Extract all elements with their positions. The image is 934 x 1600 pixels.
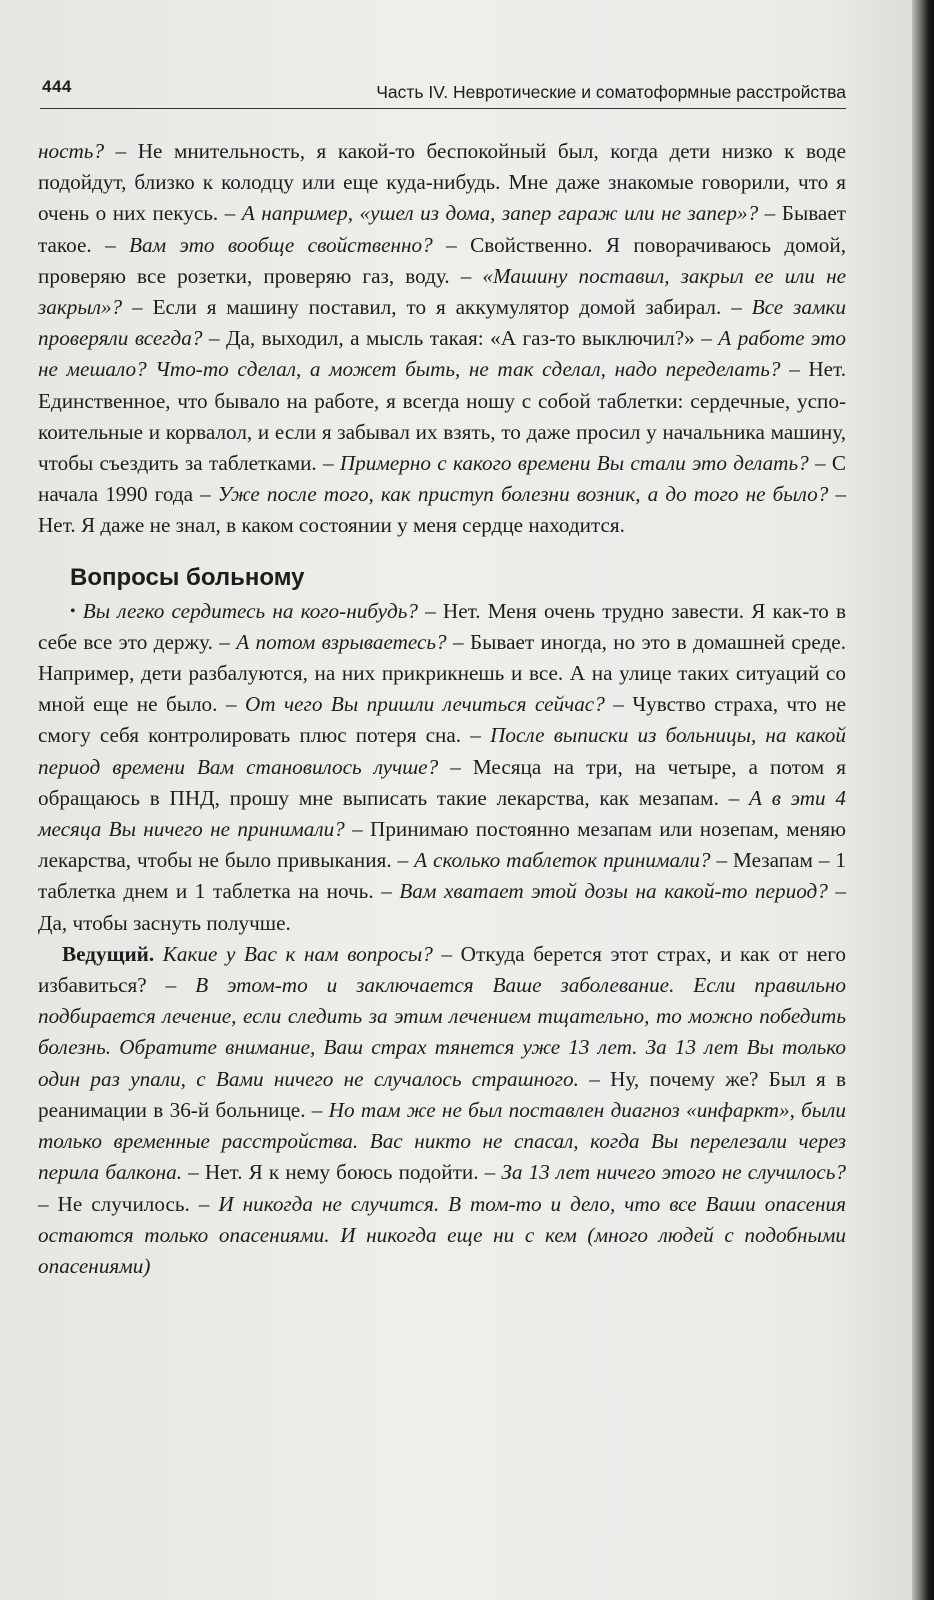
answer-run: Если я машину поставил, то я аккумулятор домой забирал. –: [142, 295, 752, 320]
italic-question-run: Уже после того, как приступ болезни возник, а до того не было? –: [217, 482, 846, 507]
answer-run: С начала 1990 года –: [38, 451, 846, 507]
answer-run: Откуда берется этот страх, и как от него избавиться? –: [38, 941, 846, 998]
italic-question-run: А сколько таблеток принимали? –: [414, 848, 728, 873]
answer-run: Мезапам – 1 таблетка днем и 1 таблетка на ночь. –: [38, 848, 846, 904]
bullet-paragraph-text: [38, 599, 846, 935]
italic-question-run: Все замки проверяли всегда? –: [38, 295, 846, 351]
answer-run: Принимаю постоянно мезапам или нозепам, меняю лекарства, чтобы не было привыкания. –: [38, 817, 846, 873]
italic-question-run: От чего Вы пришли лечиться сейчас? –: [244, 692, 624, 717]
answer-run: Бывает иногда, но это в домашней среде. Например, дети разбалуются, на них прикрикнешь и все. А на улице таких ситуаций со мной еще не было. –: [38, 629, 846, 717]
italic-question-run: Какие у Вас к нам вопросы? –: [154, 941, 453, 966]
running-title: Часть IV. Невротические и соматоформные расстройства: [376, 82, 846, 102]
italic-question-run: А потом взрываетесь? –: [236, 629, 464, 654]
answer-run: Чувство страха, что не смогу себя контролировать плюс потеря сна. –: [38, 692, 846, 748]
speaker-label: Ведущий.: [62, 941, 155, 966]
answer-run: Не случилось. –: [48, 1191, 219, 1216]
italic-question-run: ность? –: [38, 139, 127, 163]
italic-question-run: После выписки из больницы, на какой период времени Вам становилось лучше? –: [38, 723, 846, 779]
bullet-marker: •: [70, 602, 76, 620]
book-binding-edge: [912, 0, 934, 1600]
italic-question-run: Вам это вообще свойственно? –: [129, 232, 457, 257]
answer-run: Да, выходил, а мысль такая: «А газ-то выключил?» –: [219, 326, 719, 351]
italic-question-run: В этом-то и заключается Ваше заболевание. Если правильно подбирается лечение, если следить за этим лечением тщательно, то можно победить болезнь. Обратите внимание, Ваш страх тянется уже 13 лет. За 13 лет Вы только один раз упали, с Вами ничего не случалось страшного. –: [38, 973, 846, 1091]
answer-run: Свойственно. Я поворачиваюсь домой, проверяю все розетки, проверяю газ, воду. –: [38, 232, 846, 288]
section-heading: Вопросы больному: [70, 563, 305, 591]
italic-question-run: А в эти 4 месяца Вы ничего не принимали? –: [38, 785, 846, 842]
italic-question-run: А например, «ушел из дома, запер гараж или не запер»? –: [241, 201, 776, 226]
italic-question-run: Но там же не был поставлен диагноз «инфаркт», были только временные расстройства. Вас никто не спасал, когда Вы перелезали через перила балкона. –: [38, 1097, 846, 1185]
italic-question-run: Вам хватает этой дозы на какой-то период? –: [399, 879, 846, 904]
paragraph-host: [38, 939, 846, 1282]
italic-question-run: Вы легко сердитесь на кого-нибудь? –: [82, 598, 436, 623]
answer-run: Не мнительность, я какой-то беспокойный был, когда дети низко к воде подойдут, близко к колодцу или еще куда-нибудь. Мне даже знакомые говорили, что я очень о них пекусь. –: [38, 139, 846, 226]
body-text: [38, 136, 846, 1282]
italic-question-run: И никогда не случится. В том-то и дело, что все Ваши опасения остаются только опасениями. И никогда еще ни с кем (много людей с подобными опасениями): [38, 1191, 846, 1278]
answer-run: Да, чтобы заснуть получше.: [38, 910, 291, 935]
italic-question-run: Примерно с какого времени Вы стали это делать? –: [339, 451, 826, 476]
answer-run: Месяца на три, на четыре, а потом я обращаюсь в ПНД, прошу мне выписать такие лекарства, как мезапам. –: [38, 754, 846, 810]
paragraph-continuation: [38, 136, 846, 542]
answer-run: Нет. Я даже не знал, в каком состоянии у меня сердце находится.: [38, 513, 625, 538]
italic-question-run: «Машину поставил, закрыл ее или не закрыл»? –: [38, 263, 846, 320]
answer-run: Нет. Меня очень трудно завести. Я как-то в себе все это держу. –: [38, 598, 847, 654]
italic-question-run: А работе это не мешало? Что-то сделал, а может быть, не так сделал, надо переделать? –: [38, 326, 847, 382]
page-number: 444: [42, 77, 72, 96]
running-header: [40, 74, 846, 109]
answer-run: Нет. Единственное, что бывало на работе, я всегда ношу с собой таблетки: сердечные, успокоительные и корвалол, и если я забывал их взять, то даже просил у начальника машину, чтобы съездить за таблетками. –: [38, 357, 846, 476]
answer-run: Нет. Я к нему боюсь подойти. –: [198, 1160, 502, 1185]
answer-run: Бывает такое. –: [38, 201, 846, 257]
host-paragraph-text: [38, 942, 846, 1278]
answer-run: Ну, почему же? Был я в реанимации в 36-й больнице. –: [38, 1066, 846, 1122]
italic-question-run: За 13 лет ничего этого не случилось? –: [38, 1160, 846, 1216]
paragraph-bullet: [38, 596, 846, 939]
